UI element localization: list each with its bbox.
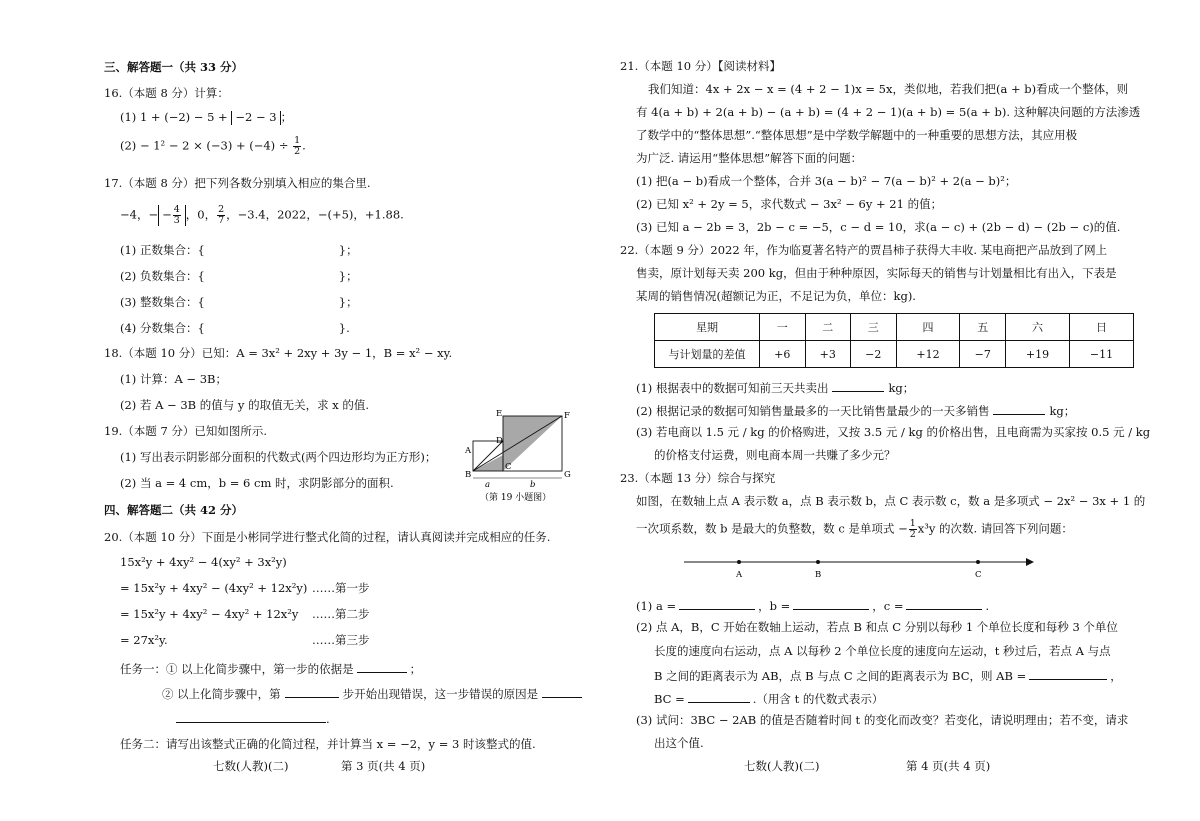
q17-frac-1	[173, 205, 181, 226]
q19-part1: (1) 写出表示阴影部分面积的代数式(两个四边形均为正方形)；	[120, 450, 437, 464]
q23-ab-blank[interactable]	[1029, 668, 1107, 680]
q17-frac2-num: 2	[218, 204, 225, 215]
table-cell: −2	[851, 341, 897, 368]
q17-frac-2	[217, 205, 225, 226]
q23-part2c	[654, 668, 1122, 684]
q23-p2d-text: BC =	[654, 692, 685, 706]
q21-part2: (2) 已知 x² + 2y = 5，求代数式 − 3x² − 6y + 21 的值；	[636, 197, 943, 211]
q22-p1-text: (1) 根据表中的数据可知前三天共卖出	[636, 381, 829, 395]
q20-task2: 任务二：请写出该整式正确的化简过程，并计算当 x = −2，y = 3 时该整式的值.	[120, 737, 536, 751]
right-page	[600, 0, 1200, 821]
q23-heading: 23.（本题 13 分）综合与探究	[620, 471, 776, 485]
q17-set-negative	[120, 269, 358, 284]
q21-para3: 了数学中的“整体思想”.“整体思想”是中学数学解题中的一种重要的思想方法，其应用极	[636, 128, 1078, 142]
q22-p2-text: (2) 根据记录的数据可知销售量最多的一天比销售量最少的一天多销售	[636, 404, 990, 418]
axis-arrow	[1026, 558, 1034, 566]
footer-page: 第 3 页(共 4 页)	[341, 759, 426, 773]
q23-p2d-end: .（用含 t 的代数式表示）	[752, 692, 884, 706]
task1b-end: .	[326, 712, 330, 726]
q16-heading: 16.（本题 8 分）计算：	[104, 86, 229, 100]
set-label: (4) 分数集合：{	[120, 321, 205, 335]
q23-intro2	[636, 519, 1073, 540]
q17-nums-c: ，0，	[185, 207, 217, 222]
task1b-reason-blank[interactable]	[542, 686, 582, 698]
q18-heading: 18.（本题 10 分）已知：A = 3x² + 2xy + 3y − 1，B = x² − xy.	[104, 346, 453, 360]
q17-nums-a: −4，−	[120, 207, 159, 222]
table-header-cell: 六	[1005, 314, 1069, 341]
q20-step2-note: ……第二步	[312, 607, 370, 621]
q17-frac2-den: 7	[218, 214, 225, 226]
shaded-region-upper	[503, 416, 562, 471]
label-C: C	[975, 570, 982, 580]
table-cell: −11	[1069, 341, 1133, 368]
q17-set-positive	[120, 243, 358, 258]
point-B	[816, 560, 820, 564]
q17-heading: 17.（本题 8 分）把下列各数分别填入相应的集合里.	[104, 176, 371, 190]
label-B: B	[465, 470, 472, 480]
q23-frac-num: 1	[909, 518, 916, 529]
q23-fraction	[909, 519, 917, 540]
q20-step3: = 27x²y.	[120, 633, 168, 647]
set-end: }；	[338, 295, 358, 309]
q20-step2: = 15x²y + 4xy² − 4xy² + 12x²y	[120, 607, 299, 621]
label-C: C	[505, 462, 512, 472]
q20-step3-note: ……第三步	[312, 633, 370, 647]
task1a-blank[interactable]	[357, 661, 407, 673]
table-header-cell: 三	[851, 314, 897, 341]
q21-para2: 有 4(a + b) + 2(a + b) − (a + b) = (4 + 2 − 1)(a + b) = 5(a + b). 这种解决问题的方法渗透	[636, 105, 1141, 119]
task1b-mid: 步开始出现错误，这一步错误的原因是	[342, 687, 539, 701]
q16-part2	[120, 136, 306, 157]
q22-p1-blank[interactable]	[832, 380, 884, 392]
q23-part3b: 出这个值.	[654, 736, 704, 750]
q23-p1-c: ，c =	[872, 599, 904, 613]
task1b-text: ② 以上化简步骤中，第	[162, 687, 281, 701]
sales-table	[654, 313, 1134, 368]
task1a-end: ；	[409, 662, 422, 676]
number-line	[680, 553, 1040, 581]
q18-part2: (2) 若 A − 3B 的值与 y 的取值无关，求 x 的值.	[120, 398, 370, 412]
label-A: A	[736, 570, 743, 580]
q22-part2	[636, 403, 1075, 419]
q22-p1-end: kg；	[888, 381, 915, 395]
q18-part1: (1) 计算：A − 3B；	[120, 372, 227, 386]
point-A	[737, 560, 741, 564]
point-C	[976, 560, 980, 564]
q20-line0: 15x²y + 4xy² − 4(xy² + 3x²y)	[120, 555, 287, 569]
set-label: (1) 正数集合：{	[120, 243, 205, 257]
task1b-reason-blank-cont[interactable]	[176, 711, 326, 723]
table-header-cell: 日	[1069, 314, 1133, 341]
q16-part1	[120, 111, 292, 125]
set-end: }；	[338, 243, 358, 257]
q22-p2-blank[interactable]	[993, 403, 1045, 415]
q16-fraction	[293, 136, 301, 157]
set-end: }；	[338, 269, 358, 283]
q23-part2b: 长度的速度向右运动，点 A 以每秒 2 个单位长度的速度向左运动，t 秒过后，若点 A 与点	[654, 644, 1111, 658]
q20-task1-b-cont	[176, 711, 330, 727]
q17-set-integer	[120, 295, 358, 310]
table-cell: +12	[896, 341, 960, 368]
q23-p1-b: ，b =	[758, 599, 791, 613]
task1b-step-blank[interactable]	[285, 686, 339, 698]
q23-c-blank[interactable]	[906, 598, 982, 610]
label-E: E	[496, 409, 503, 419]
footer-page: 第 4 页(共 4 页)	[906, 759, 991, 773]
footer-series: 七数(人教)(二)	[213, 759, 289, 773]
q23-intro1: 如图，在数轴上点 A 表示数 a，点 B 表示数 b，点 C 表示数 c，数 a 是多项式 − 2x² − 3x + 1 的	[636, 494, 1146, 508]
q23-p2c-end: ，	[1110, 669, 1122, 683]
q21-para4: 为广泛. 请运用“整体思想”解答下面的问题：	[636, 151, 863, 165]
q22-part3b: 的价格支付运费，则电商本周一共赚了多少元？	[654, 448, 896, 462]
q19-heading: 19.（本题 7 分）已知如图所示.	[104, 424, 268, 438]
table-header-cell: 一	[760, 314, 806, 341]
q23-part2d	[654, 691, 883, 707]
section3-heading: 三、解答题一（共 33 分）	[104, 60, 244, 74]
q23-b-blank[interactable]	[793, 598, 869, 610]
set-label: (2) 负数集合：{	[120, 269, 205, 283]
table-header-cell: 四	[896, 314, 960, 341]
q22-line2: 售卖，原计划每天卖 200 kg，但由于种种原因，实际每天的销售与计划量相比有出入，下表是	[636, 266, 1117, 280]
q16-part1-end: ；	[280, 110, 293, 124]
q23-a-blank[interactable]	[679, 598, 755, 610]
q17-nums-d: ，−3.4，2022，−(+5)，+1.88.	[226, 207, 404, 222]
q16-frac-den: 2	[294, 145, 301, 157]
q19-part2: (2) 当 a = 4 cm，b = 6 cm 时，求阴影部分的面积.	[120, 476, 394, 490]
set-blank[interactable]	[205, 321, 339, 332]
label-B: B	[815, 570, 822, 580]
q21-heading: 21.（本题 10 分）【阅读材料】	[620, 59, 781, 73]
table-cell: +3	[805, 341, 851, 368]
q23-intro2-end: x³y 的次数. 请回答下列问题：	[917, 521, 1073, 536]
q16-part2-end: .	[302, 138, 306, 153]
q23-bc-blank[interactable]	[688, 691, 750, 703]
table-cell: +19	[1005, 341, 1069, 368]
q16-part1-text: (1) 1 + (−2) − 5 +	[120, 110, 232, 124]
label-D: D	[496, 436, 503, 446]
table-cell: +6	[760, 341, 806, 368]
q23-p2c-text: B 之间的距离表示为 AB，点 B 与点 C 之间的距离表示为 BC，则 AB =	[654, 669, 1027, 683]
set-label: (3) 整数集合：{	[120, 295, 205, 309]
q23-part2a: (2) 点 A，B，C 开始在数轴上运动，若点 B 和点 C 分别以每秒 1 个单位长度和每秒 3 个单位	[636, 620, 1118, 634]
q23-part1	[636, 598, 989, 614]
q21-para1: 我们知道：4x + 2x − x = (4 + 2 − 1)x = 5x，类似地，若我们把(a + b)看成一个整体，则	[648, 82, 1129, 96]
q22-line1: 22.（本题 9 分）2022 年，作为临夏著名特产的贾昌柿子获得大丰收. 某电商把产品放到了网上	[620, 243, 1108, 257]
set-blank[interactable]	[205, 243, 339, 254]
q20-heading: 20.（本题 10 分）下面是小彬同学进行整式化简的过程，请认真阅读并完成相应的任务.	[104, 530, 551, 544]
q23-frac-den: 2	[909, 528, 916, 540]
section4-heading: 四、解答题二（共 42 分）	[104, 503, 244, 517]
q17-abs-sign: −	[162, 207, 172, 222]
q17-numbers	[120, 205, 404, 226]
q20-step1-note: ……第一步	[312, 581, 370, 595]
table-cell: 与计划量的差值	[655, 341, 760, 368]
table-row	[655, 314, 1134, 341]
set-end: }.	[338, 321, 350, 335]
q22-p2-end: kg；	[1049, 404, 1076, 418]
q20-step1: = 15x²y + 4xy² − (4xy² + 12x²y)	[120, 581, 308, 595]
q17-abs	[158, 205, 186, 226]
footer-series: 七数(人教)(二)	[744, 759, 820, 773]
label-G: G	[564, 470, 571, 480]
label-A: A	[465, 446, 472, 456]
q21-part3: (3) 已知 a − 2b = 3，2b − c = −5，c − d = 10，求(a − c) + (2b − d) − (2b − c)的值.	[636, 220, 1121, 234]
label-a: a	[485, 480, 491, 490]
label-F: F	[564, 411, 570, 421]
q23-intro2-text: 一次项系数，数 b 是最大的负整数，数 c 是单项式 −	[636, 521, 908, 536]
q20-task1-a	[120, 661, 421, 677]
q16-frac-num: 1	[294, 135, 301, 146]
table-header-cell: 二	[805, 314, 851, 341]
q16-abs-value: −2 − 3	[231, 111, 280, 125]
table-header-cell: 星期	[655, 314, 760, 341]
q23-p1-end: .	[985, 599, 990, 613]
task1a-text: 任务一：① 以上化简步骤中，第一步的依据是	[120, 662, 354, 676]
set-blank[interactable]	[205, 269, 339, 280]
q21-part1: (1) 把(a − b)看成一个整体，合并 3(a − b)² − 7(a − b)² + 2(a − b)²；	[636, 174, 1017, 188]
q20-task1-b	[162, 686, 582, 702]
q23-part3a: (3) 试问：3BC − 2AB 的值是否随着时间 t 的变化而改变？若变化，请说明理由；若不变，请求	[636, 713, 1129, 727]
q23-p1-a: (1) a =	[636, 599, 677, 613]
q19-figure	[460, 408, 580, 504]
q16-part2-text: (2) − 1² − 2 × (−3) + (−4) ÷	[120, 138, 293, 153]
q17-set-fraction	[120, 321, 350, 336]
figure-caption: （第 19 小题图）	[480, 493, 552, 503]
label-b: b	[530, 480, 536, 490]
q17-frac1-den: 3	[173, 214, 180, 226]
table-row	[655, 341, 1134, 368]
table-header-cell: 五	[960, 314, 1006, 341]
q22-line3: 某周的销售情况(超额记为正，不足记为负，单位：kg).	[636, 289, 916, 303]
set-blank[interactable]	[205, 295, 339, 306]
q22-part1	[636, 380, 914, 396]
q22-part3a: (3) 若电商以 1.5 元 / kg 的价格购进，又按 3.5 元 / kg 的价格出售，且电商需为买家按 0.5 元 / kg	[636, 425, 1151, 439]
q17-frac1-num: 4	[173, 204, 180, 215]
table-cell: −7	[960, 341, 1006, 368]
